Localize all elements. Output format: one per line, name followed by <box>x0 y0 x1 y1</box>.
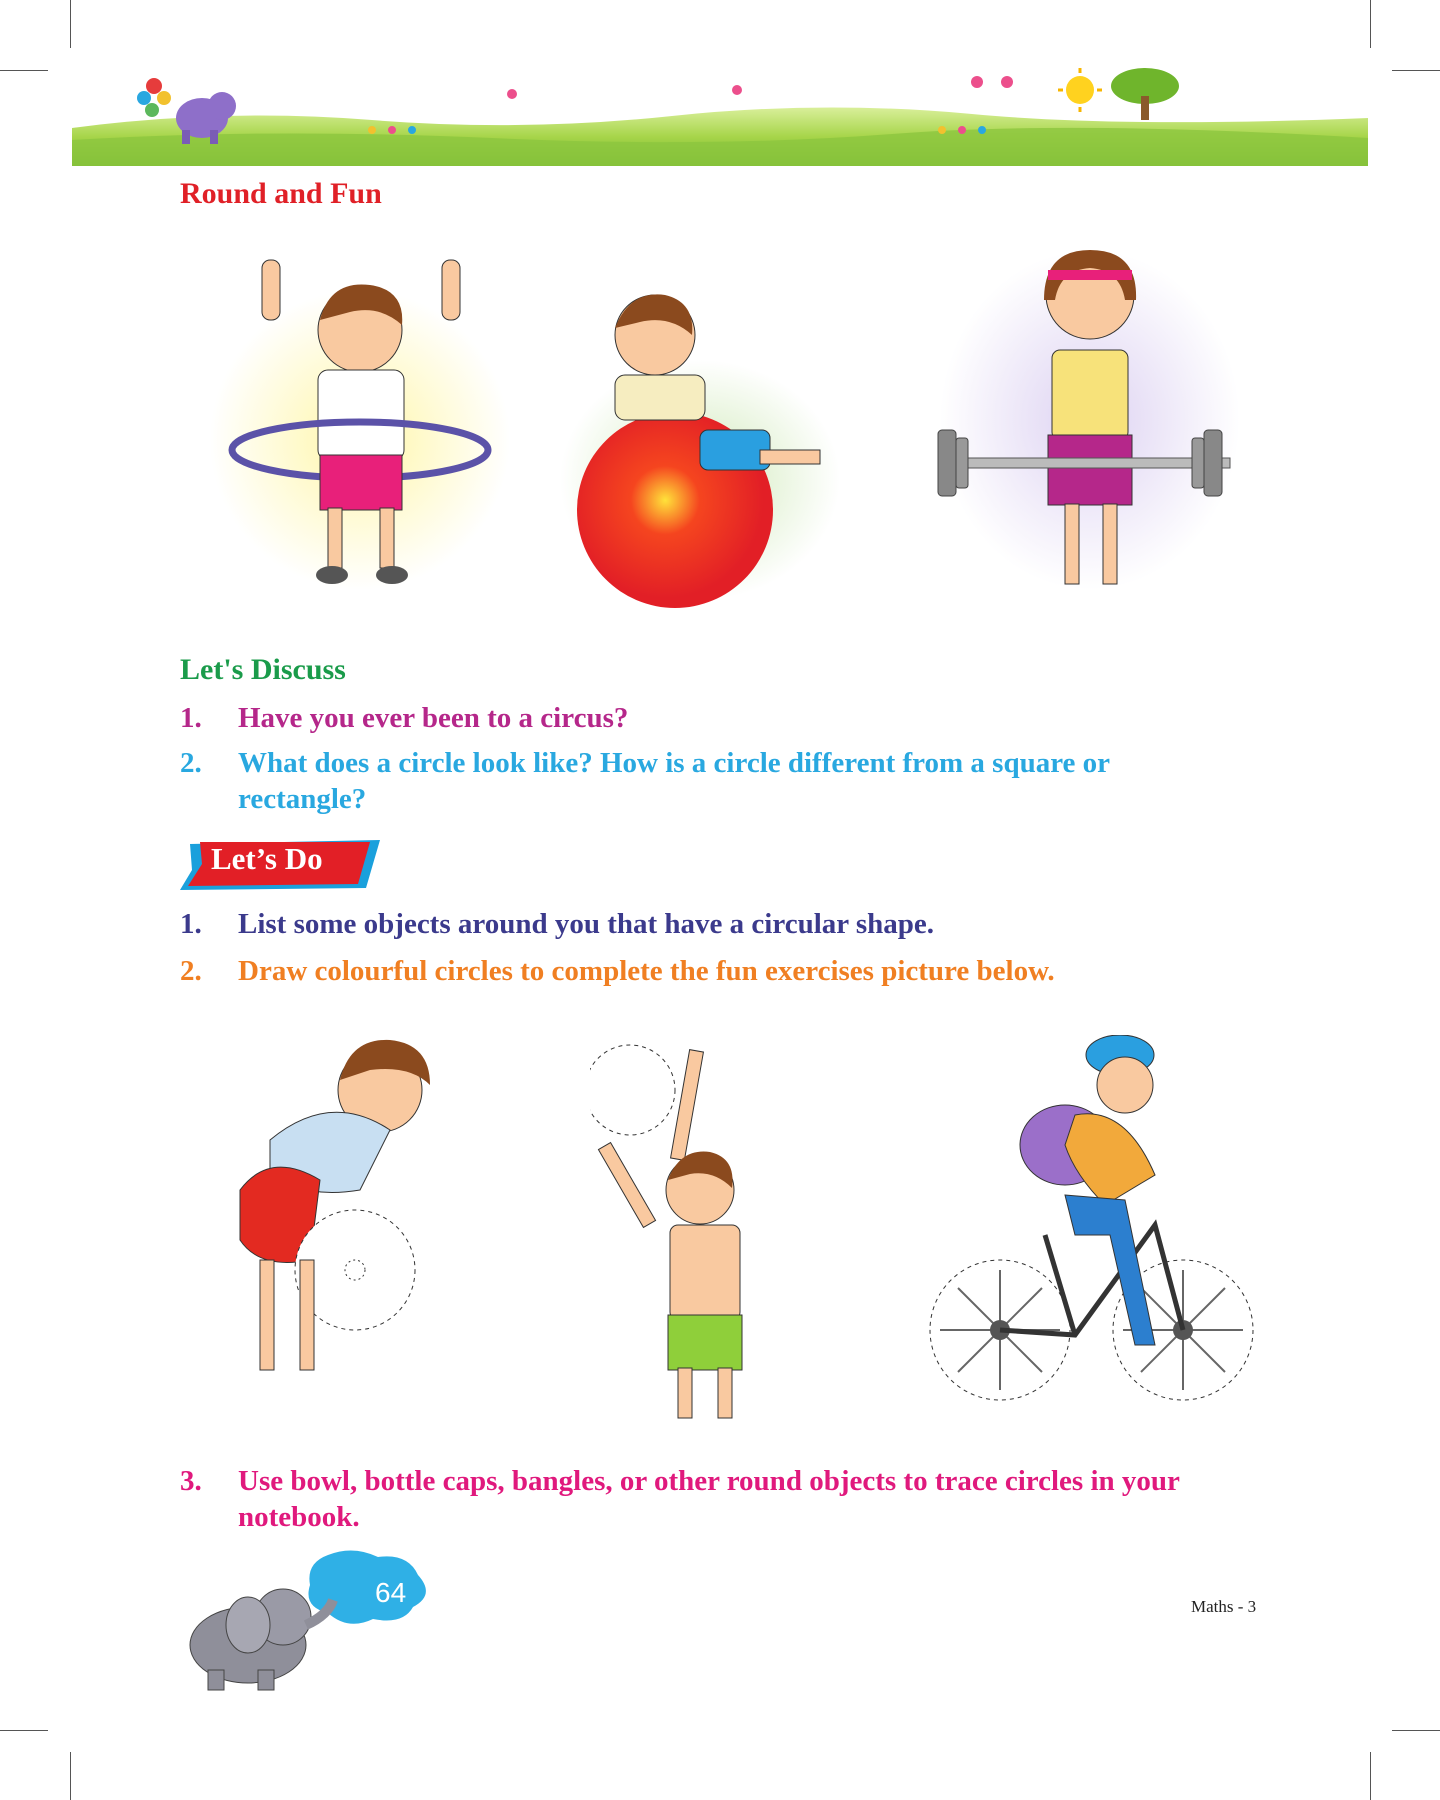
question-number: 1. <box>180 702 202 734</box>
item-text: Use bowl, bottle caps, bangles, or other round objects to trace circles in your notebook. <box>238 1465 1180 1533</box>
stretching-boy-illustration <box>590 1040 790 1430</box>
question-text: Have you ever been to a circus? <box>238 702 629 734</box>
crop-mark <box>0 1730 48 1731</box>
crop-mark <box>0 70 48 71</box>
crop-mark <box>70 0 71 48</box>
tree-icon <box>1111 68 1179 120</box>
crop-mark <box>1392 70 1440 71</box>
header-banner <box>72 68 1368 166</box>
crop-mark <box>1370 1752 1371 1800</box>
do-heading: Let’s Do <box>211 841 323 876</box>
crop-mark <box>1392 1730 1440 1731</box>
sun-icon <box>1058 68 1102 112</box>
crop-mark <box>70 1752 71 1800</box>
question-number: 2. <box>180 747 202 779</box>
cyclist-illustration <box>925 1035 1265 1410</box>
question-text: What does a circle look like? How is a circle different from a square or rectangle? <box>238 747 1110 815</box>
bending-boy-illustration <box>230 1030 480 1400</box>
crop-mark <box>1370 0 1371 48</box>
item-number: 3. <box>180 1465 202 1497</box>
footer-elephant-illustration <box>178 1545 448 1695</box>
page-title: Round and Fun <box>180 177 382 210</box>
book-label: Maths - 3 <box>1191 1597 1257 1616</box>
balloons-icon <box>137 78 171 117</box>
item-number: 2. <box>180 955 202 987</box>
page-number: 64 <box>375 1577 407 1608</box>
hula-hoop-boy-illustration <box>180 240 540 610</box>
item-number: 1. <box>180 908 202 940</box>
weightlifting-girl-illustration <box>920 240 1250 610</box>
discuss-heading: Let's Discuss <box>180 653 346 686</box>
item-text: List some objects around you that have a circular shape. <box>238 908 935 940</box>
item-text: Draw colourful circles to complete the fun exercises picture below. <box>238 955 1055 987</box>
exercise-ball-boy-illustration <box>560 280 850 610</box>
